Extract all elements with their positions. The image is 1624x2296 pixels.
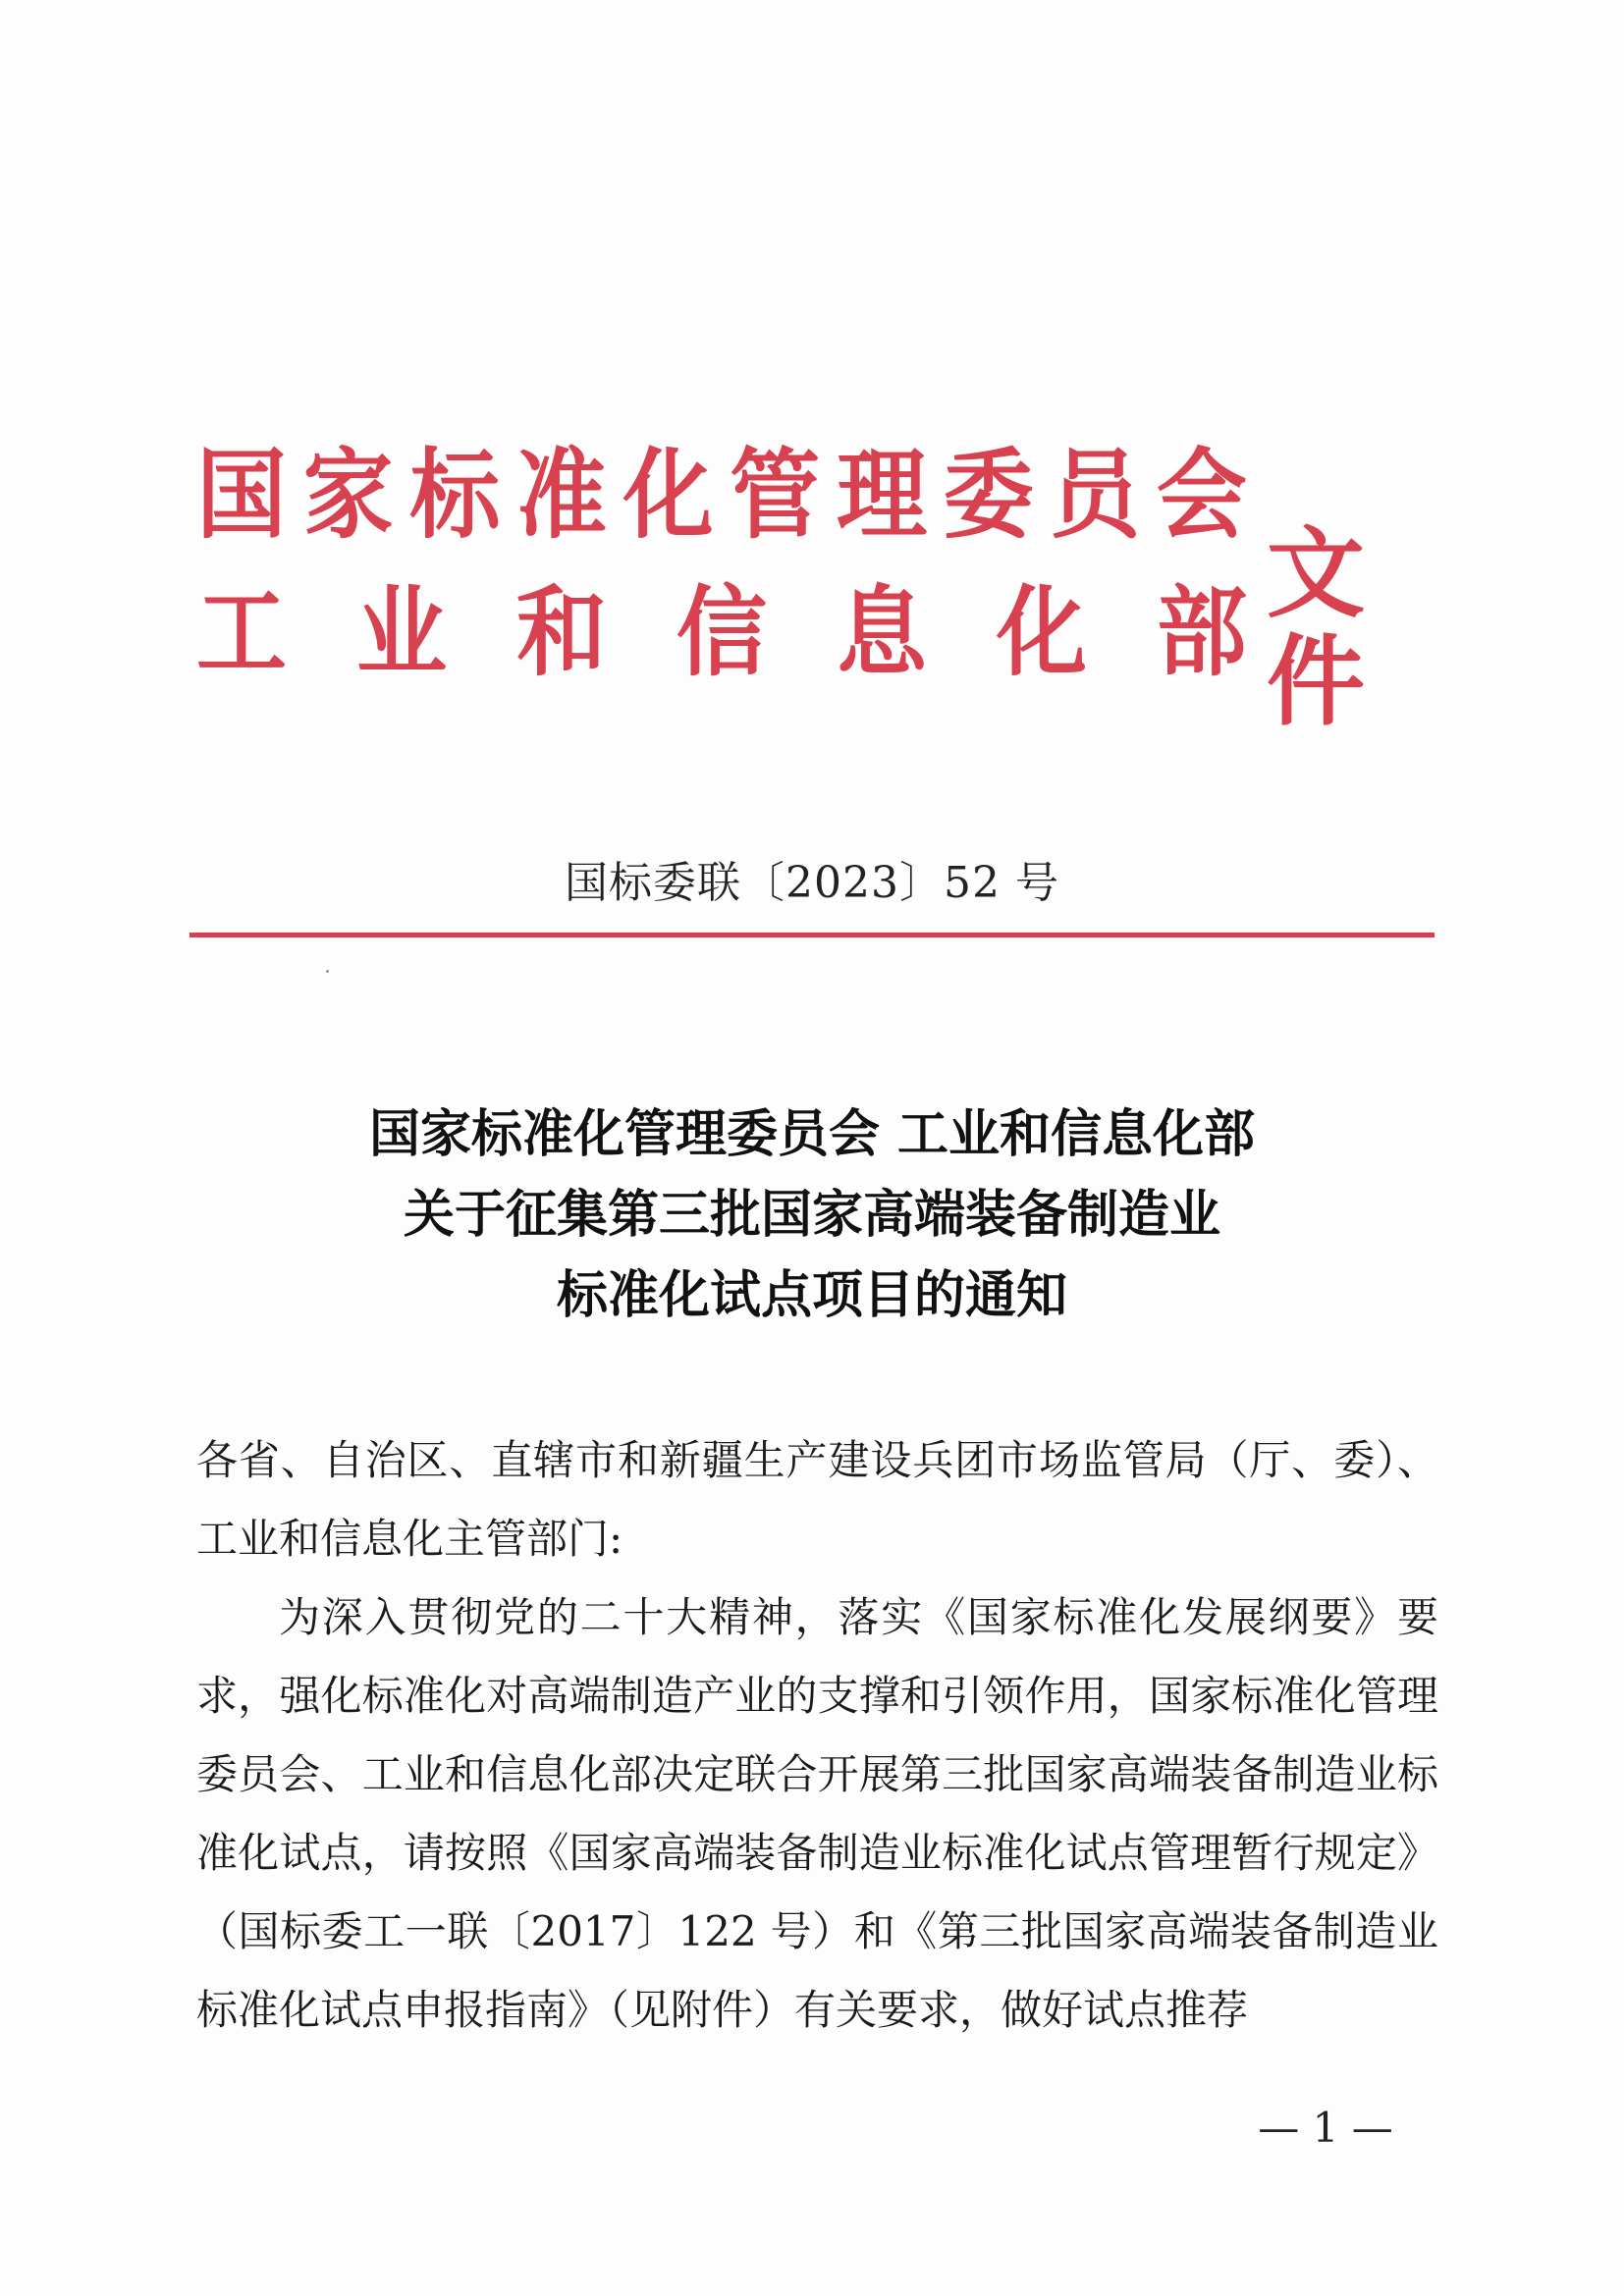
document-number: 国标委联〔2023〕52 号	[565, 858, 1059, 908]
document-suffix: 文件	[1267, 516, 1361, 739]
title-line-1: 国家标准化管理委员会 工业和信息化部	[368, 1105, 1256, 1164]
document-body	[196, 1421, 1438, 2050]
org-name-sac: 国 家 标 准 化 管 理 委 员 会	[196, 438, 1247, 553]
salutation: 各省、自治区、直辖市和新疆生产建设兵团市场监管局（厅、委）、工业和信息化主管部门:	[196, 1436, 1438, 1563]
title-line-2: 关于征集第三批国家高端装备制造业	[403, 1186, 1220, 1245]
scan-speck	[326, 970, 329, 973]
document-title	[0, 1095, 1624, 1336]
issuing-authority-header	[196, 422, 1424, 739]
title-line-3: 标准化试点项目的通知	[556, 1266, 1067, 1325]
org-name-miit: 工 业 和 信 息 化 部	[196, 575, 1248, 690]
page-number: — 1 —	[1258, 2104, 1393, 2152]
red-divider-line	[189, 933, 1435, 937]
body-paragraph: 为深入贯彻党的二十大精神，落实《国家标准化发展纲要》要求，强化标准化对高端制造产业的支撑和引领作用，国家标准化管理委员会、工业和信息化部决定联合开展第三批国家高端装备制造业标准化试点，请按照《国家高端装备制造业标准化试点管理暂行规定》（国标委工一联〔2017〕122 号）和《第三批国家高端装备制造业标准化试点申报指南》（见附件）有关要求，做好试点推荐	[196, 1593, 1438, 2034]
